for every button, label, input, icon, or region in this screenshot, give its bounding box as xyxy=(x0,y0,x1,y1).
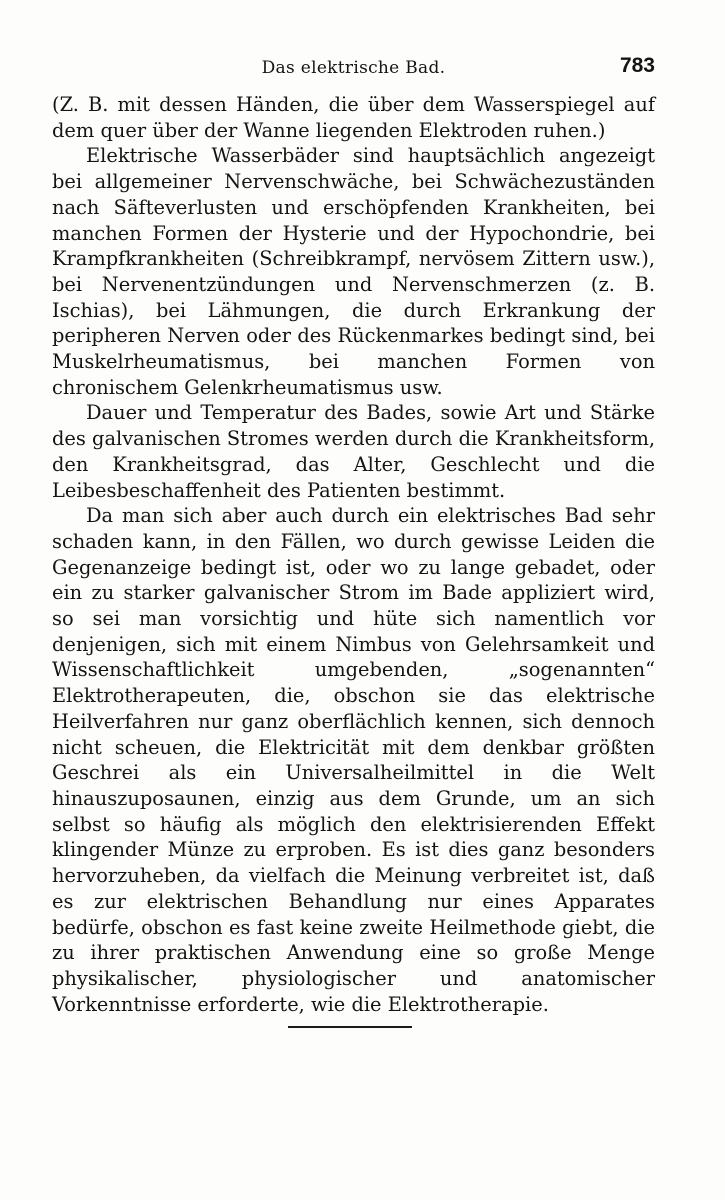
paragraph-warning: Da man sich aber auch durch ein elektrisches Bad sehr schaden kann, in den Fällen, wo durch gewisse Leiden die Gegenanzeige bedingt ist, oder wo zu lange gebadet, oder ein zu starker galvanischer Strom im Bade appliziert wird, so sei man vorsichtig und hüte sich namentlich vor denjenigen, sich mit einem Nimbus von Gelehrsamkeit und Wissenschaftlichkeit umgebenden, „sogenannten“ Elektrotherapeuten, die, obschon sie das elektrische Heilverfahren nur ganz oberflächlich kennen, sich dennoch nicht scheuen, die Elektricität mit dem denkbar größten Geschrei als ein Universalheilmittel in die Welt hinauszuposaunen, einzig aus dem Grunde, um an sich selbst so häufig als möglich den elektrisierenden Effekt klingender Münze zu erproben. Es ist dies ganz besonders hervorzuheben, da vielfach die Meinung verbreitet ist, daß es zur elektrischen Behandlung nur eines Apparates bedürfe, obschon es fast keine zweite Heilmethode giebt, die zu ihrer praktischen Anwendung eine so große Menge physikalischer, physiologischer und anatomischer Vorkenntnisse erforderte, wie die Elektrotherapie. xyxy=(52,504,655,1016)
paragraph-indications: Elektrische Wasserbäder sind hauptsächlich angezeigt bei allgemeiner Nervenschwäche, bei Schwächezuständen nach Säfteverlusten und erschöpfenden Krankheiten, bei manchen Formen der Hysterie und der Hypochondrie, bei Krampfkrankheiten (Schreibkrampf, nervösem Zittern usw.), bei Nervenentzündungen und Nervenschmerzen (z. B. Ischias), bei Lähmungen, die durch Erkrankung der peripheren Nerven oder des Rückenmarkes bedingt sind, bei Muskelrheumatismus, bei manchen Formen von chronischem Gelenkrheumatismus usw. xyxy=(52,144,655,399)
page-number: 783 xyxy=(619,54,655,77)
running-head xyxy=(52,56,655,86)
running-title: Das elektrische Bad. xyxy=(261,58,446,78)
paragraph-duration: Dauer und Temperatur des Bades, sowie Art und Stärke des galvanischen Stromes werden durch die Krankheitsform, den Krankheitsgrad, das Alter, Geschlecht und die Leibesbeschaffenheit des Patienten bestimmt. xyxy=(52,401,655,502)
body-text xyxy=(52,92,655,1017)
section-separator-rule xyxy=(288,1026,412,1028)
paragraph-continuation: (Z. B. mit dessen Händen, die über dem Wasserspiegel auf dem quer über der Wanne liegenden Elektroden ruhen.) xyxy=(52,93,655,142)
